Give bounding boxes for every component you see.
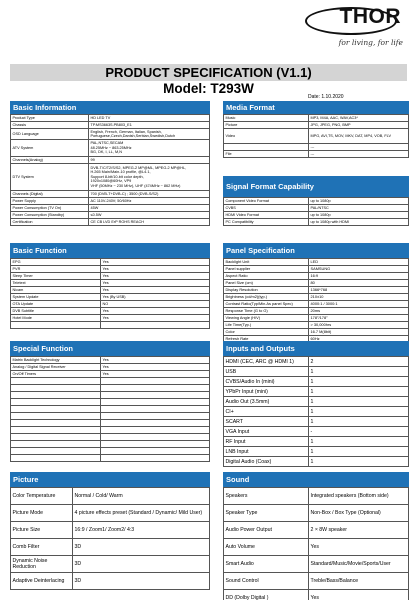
spec-label (11, 441, 101, 448)
spec-value: 1 (309, 397, 409, 407)
section-title: Inputs and Outputs (223, 341, 409, 356)
spec-value: Yes (101, 280, 210, 287)
spec-label: On/Off Timers (11, 371, 101, 378)
spec-label: Backlight Unit (224, 259, 309, 266)
spec-label: Speakers (224, 488, 309, 505)
spec-value: Yes (101, 315, 210, 322)
spec-label: Product Type (11, 115, 89, 122)
spec-label: Comb Filter (11, 539, 73, 556)
spec-label: Life Time(Typ.) (224, 322, 309, 329)
spec-label: Chassis (11, 122, 89, 129)
spec-label: Certification (11, 219, 89, 226)
spec-value (101, 434, 210, 441)
spec-label: DTV System (11, 164, 89, 191)
spec-label: Power Consumption (TV On) (11, 205, 89, 212)
spec-value (101, 441, 210, 448)
spec-row (224, 280, 409, 287)
spec-label: YPbPr Input (mini) (224, 387, 309, 397)
spec-label: Display Resolution (224, 287, 309, 294)
spec-label: Response Time (G to G) (224, 308, 309, 315)
spec-label (11, 420, 101, 427)
thor-logo (299, 5, 407, 53)
spec-value: PAL,NTSC,SECAM 48.25MHz ~ 863.25MHz BG, DK, I, LL, M,N (89, 140, 210, 157)
spec-label: DVB Subtitle (11, 308, 101, 315)
spec-label (11, 427, 101, 434)
logo-tagline: for living, for life (338, 38, 403, 47)
spec-label: EPG (11, 259, 101, 266)
spec-row (11, 522, 210, 539)
spec-label: LNB Input (224, 447, 309, 457)
inputs-outputs-table (223, 356, 409, 467)
spec-value: up to 1080p (309, 198, 409, 205)
spec-row (11, 212, 210, 219)
spec-row (224, 556, 409, 573)
spec-value: 16.7 M(8bit) (309, 329, 409, 336)
spec-value: 16:9 (309, 273, 409, 280)
spec-row (11, 392, 210, 399)
section-title: Signal Format Capability (223, 176, 409, 197)
spec-label: Sleep Timer (11, 273, 101, 280)
spec-row (11, 448, 210, 455)
spec-label: Matrix Backlight Technology (11, 357, 101, 364)
spec-row (11, 164, 210, 191)
spec-value: Yes (101, 287, 210, 294)
spec-row (224, 427, 409, 437)
spec-value (101, 322, 210, 329)
spec-row (224, 144, 409, 151)
spec-label: SCART (224, 417, 309, 427)
spec-label (11, 406, 101, 413)
spec-label: PVR (11, 266, 101, 273)
spec-value: - (309, 427, 409, 437)
spec-value: English, French, German, Italian, Spanish, Portuguese,Czech,Danish,Serbian,Swedish,Dutch (89, 129, 210, 140)
spec-row (11, 399, 210, 406)
spec-label: Picture Mode (11, 505, 73, 522)
spec-value: Normal / Cold/ Warm (73, 488, 210, 505)
spec-value: MP3, M4A, AAC, WAV,AC3* (309, 115, 409, 122)
spec-label: Panel supplier (224, 266, 309, 273)
panel-specification-table (223, 258, 409, 343)
spec-row (224, 407, 409, 417)
spec-row (224, 417, 409, 427)
spec-label: Audio Out (3.5mm) (224, 397, 309, 407)
spec-row (11, 198, 210, 205)
spec-label (11, 322, 101, 329)
spec-value: Yes (101, 266, 210, 273)
spec-label: OSD Language (11, 129, 89, 140)
spec-value (101, 399, 210, 406)
spec-row (11, 115, 210, 122)
logo-brand: THOR (339, 5, 401, 28)
spec-value: 1 (309, 447, 409, 457)
spec-value (101, 413, 210, 420)
spec-row (11, 573, 210, 590)
spec-row (224, 205, 409, 212)
spec-label (11, 378, 101, 385)
spec-value: 4 picture effects preset (Standard / Dynamic/ Mild User) (73, 505, 210, 522)
spec-row (11, 157, 210, 164)
picture-section (10, 472, 210, 590)
spec-label (11, 448, 101, 455)
spec-value: PAL/NTSC (309, 205, 409, 212)
spec-value: ≤0.5W (89, 212, 210, 219)
spec-row (11, 219, 210, 226)
spec-row (224, 259, 409, 266)
spec-row (11, 280, 210, 287)
spec-label (11, 392, 101, 399)
section-title: Panel Specification (223, 243, 409, 258)
spec-label: USB (224, 367, 309, 377)
spec-value: 178°/178° (309, 315, 409, 322)
special-function-section (10, 341, 210, 462)
section-title: Special Function (10, 341, 210, 356)
spec-label: Channels (Digital) (11, 191, 89, 198)
spec-date: Date: 1.10.2020 (308, 94, 344, 100)
spec-value (101, 406, 210, 413)
spec-row (224, 387, 409, 397)
spec-row (224, 266, 409, 273)
spec-label: PC Compatibility (224, 219, 309, 226)
spec-value: 700 (DVB-T+DVB-C) ; 3500 (DVB-S/S2) (89, 191, 210, 198)
spec-row (11, 294, 210, 301)
spec-row (224, 322, 409, 329)
spec-value: LED (309, 259, 409, 266)
media-format-section (223, 101, 409, 158)
spec-value: Yes (101, 371, 210, 378)
spec-row (11, 322, 210, 329)
spec-label: Channels(Analog) (11, 157, 89, 164)
spec-label: Color Temperature (11, 488, 73, 505)
spec-value: NO (101, 301, 210, 308)
spec-value (101, 420, 210, 427)
section-title: Sound (223, 472, 409, 487)
spec-value: 60Hz (309, 336, 409, 343)
spec-row (11, 406, 210, 413)
spec-value: JPG, JPEG, PNG, BMP (309, 122, 409, 129)
spec-row (11, 420, 210, 427)
spec-row (224, 397, 409, 407)
spec-label (11, 413, 101, 420)
spec-label: CVBS (224, 205, 309, 212)
spec-label: Smart Audio (224, 556, 309, 573)
spec-value: 1 (309, 457, 409, 467)
basic-information-table (10, 114, 210, 226)
spec-value: up to 1080p (309, 212, 409, 219)
spec-row (11, 191, 210, 198)
spec-row (11, 357, 210, 364)
spec-row (11, 129, 210, 140)
spec-label: Picture Size (11, 522, 73, 539)
spec-label: Audio Power Output (224, 522, 309, 539)
spec-value: 210±10 (309, 294, 409, 301)
spec-value: 16:9 / Zoom1/ Zoom2/ 4:3 (73, 522, 210, 539)
spec-value (101, 392, 210, 399)
spec-label: Video (224, 129, 309, 144)
spec-label: Digital Audio (Coax) (224, 457, 309, 467)
spec-value: Yes (309, 590, 409, 600)
spec-row (224, 357, 409, 367)
spec-label: CVBS/Audio In (mini) (224, 377, 309, 387)
spec-value: Treble/Bass/Balance (309, 573, 409, 590)
spec-value: Yes (101, 259, 210, 266)
spec-label: ATV System (11, 140, 89, 157)
spec-value: Yes (101, 273, 210, 280)
spec-row (11, 308, 210, 315)
spec-row (224, 315, 409, 322)
spec-value: --- (309, 151, 409, 158)
spec-row (11, 385, 210, 392)
spec-row (224, 329, 409, 336)
spec-row (224, 219, 409, 226)
spec-value: up to 1080p with HDMI (309, 219, 409, 226)
spec-label: OTA Update (11, 301, 101, 308)
spec-value (101, 455, 210, 462)
spec-row (224, 505, 409, 522)
spec-value: 1366*768 (309, 287, 409, 294)
spec-row (11, 539, 210, 556)
basic-function-table (10, 258, 210, 329)
spec-label: File (224, 151, 309, 158)
spec-row (11, 273, 210, 280)
spec-value: Yes (By USB) (101, 294, 210, 301)
spec-value: TP.MS3663S.PB803_E1 (89, 122, 210, 129)
spec-label: Color (224, 329, 309, 336)
spec-row (224, 457, 409, 467)
spec-value: 1 (309, 437, 409, 447)
spec-value: DVB-T/C/T2/S/S2, MPEG-2 MP@ML, MPEG-2 MP@HL, H.265 Main/Main-10 profile, @L4.1, Support 8-bit/10-bit color depth, 1920x1080@60Hz, VP9 VHF (50MHz ~ 230 MHz), UHF (474MHz ~ 862 MHz) (89, 164, 210, 191)
spec-label (11, 455, 101, 462)
spec-label: Contrast Ratio(Typ/Min.As panel Spec) (224, 301, 309, 308)
spec-row (224, 151, 409, 158)
spec-row (11, 259, 210, 266)
spec-label: HDMI (CEC, ARC @ HDMI 1) (224, 357, 309, 367)
spec-label: Aspect Ratio (224, 273, 309, 280)
spec-label: Picture (224, 122, 309, 129)
spec-row (11, 488, 210, 505)
section-title: Basic Information (10, 101, 210, 114)
spec-label: Sound Control (224, 573, 309, 590)
spec-value: 45W (89, 205, 210, 212)
spec-row (11, 266, 210, 273)
spec-row (224, 522, 409, 539)
spec-label: HDMI Video Format (224, 212, 309, 219)
spec-label (224, 144, 309, 151)
spec-value: 2 × 8W speaker (309, 522, 409, 539)
spec-row (224, 437, 409, 447)
spec-label: Adaptive Deinterlacing (11, 573, 73, 590)
spec-value: 1 (309, 407, 409, 417)
spec-label: Analog / Digital Signal Receiver (11, 364, 101, 371)
spec-row (11, 441, 210, 448)
spec-value: 3D (73, 539, 210, 556)
spec-value: 1 (309, 377, 409, 387)
spec-label: VGA Input (224, 427, 309, 437)
spec-value: AC 110V-240V; 50/60Hz (89, 198, 210, 205)
spec-row (224, 539, 409, 556)
spec-value: 2 (309, 357, 409, 367)
spec-value: --- (309, 144, 409, 151)
spec-row (224, 301, 409, 308)
inputs-outputs-section (223, 341, 409, 467)
spec-value: 80 (309, 280, 409, 287)
spec-label: CI+ (224, 407, 309, 417)
spec-label: DD (Dolby Digital ) (224, 590, 309, 600)
spec-label: Teletext (11, 280, 101, 287)
spec-label (11, 385, 101, 392)
spec-value: 20ms (309, 308, 409, 315)
sound-table (223, 487, 409, 600)
spec-row (11, 301, 210, 308)
media-format-table (223, 114, 409, 158)
spec-value: 1 (309, 367, 409, 377)
spec-value: Integrated speakers (Bottom side) (309, 488, 409, 505)
section-title: Basic Function (10, 243, 210, 258)
spec-value: Standard/Music/Movie/Sports/User (309, 556, 409, 573)
spec-row (224, 294, 409, 301)
spec-row (11, 427, 210, 434)
section-title: Picture (10, 472, 210, 487)
basic-function-section (10, 243, 210, 329)
spec-value: CE CB LVD ErP ROHS REACH (89, 219, 210, 226)
spec-value (101, 427, 210, 434)
spec-row (11, 315, 210, 322)
model-title: Model: T293W (163, 81, 254, 96)
spec-row (11, 434, 210, 441)
spec-row (224, 129, 409, 144)
spec-row (224, 273, 409, 280)
sound-section (223, 472, 409, 600)
special-function-table (10, 356, 210, 462)
spec-label: Music (224, 115, 309, 122)
spec-value: 3D (73, 573, 210, 590)
spec-label: System Update (11, 294, 101, 301)
spec-label: Refresh Rate (224, 336, 309, 343)
spec-row (224, 198, 409, 205)
spec-row (224, 287, 409, 294)
spec-value (101, 448, 210, 455)
spec-label: Power Consumption (Standby) (11, 212, 89, 219)
spec-row (11, 287, 210, 294)
spec-label (11, 434, 101, 441)
spec-row (224, 573, 409, 590)
spec-value (101, 385, 210, 392)
spec-value: 4000:1 / 3000:1 (309, 301, 409, 308)
spec-row (11, 505, 210, 522)
spec-row (224, 308, 409, 315)
spec-label (11, 399, 101, 406)
spec-value: 1 (309, 387, 409, 397)
spec-label: Component Video Format (224, 198, 309, 205)
spec-row (11, 556, 210, 573)
spec-label: RF Input (224, 437, 309, 447)
spec-row (11, 364, 210, 371)
spec-row (11, 378, 210, 385)
spec-value: Yes (309, 539, 409, 556)
spec-value: Yes (101, 357, 210, 364)
page-title: PRODUCT SPECIFICATION (V1.1) (10, 64, 407, 81)
spec-row (224, 377, 409, 387)
spec-label: Auto Volume (224, 539, 309, 556)
spec-value: HD LED TV (89, 115, 210, 122)
spec-value: Yes (101, 308, 210, 315)
spec-row (11, 205, 210, 212)
spec-row (224, 447, 409, 457)
spec-label: Panel Size (cm) (224, 280, 309, 287)
spec-value: SAMSUNG (309, 266, 409, 273)
spec-value: 99 (89, 157, 210, 164)
spec-row (11, 455, 210, 462)
spec-row (224, 488, 409, 505)
signal-format-section (223, 176, 409, 226)
section-title: Media Format (223, 101, 409, 114)
spec-value: Yes (101, 364, 210, 371)
spec-label: Hotel Mode (11, 315, 101, 322)
basic-information-section (10, 101, 210, 226)
spec-row (224, 590, 409, 600)
spec-value: 3D (73, 556, 210, 573)
spec-value: MPG, AVI,TS, MOV, MKV, DAT, MP4, VOB, FLV (309, 129, 409, 144)
spec-row (224, 212, 409, 219)
spec-value: 1 (309, 417, 409, 427)
spec-row (11, 140, 210, 157)
spec-label: Power Supply (11, 198, 89, 205)
spec-row (224, 367, 409, 377)
spec-value (101, 378, 210, 385)
spec-row (224, 122, 409, 129)
spec-label: Nicam (11, 287, 101, 294)
panel-specification-section (223, 243, 409, 343)
spec-value: Non-Box / Box Type (Optional) (309, 505, 409, 522)
spec-row (11, 413, 210, 420)
picture-table (10, 487, 210, 590)
signal-format-table (223, 197, 409, 226)
spec-label: Speaker Type (224, 505, 309, 522)
spec-label: Brightness (cd/m2)(typ.) (224, 294, 309, 301)
spec-label: Viewing Angle (H/V) (224, 315, 309, 322)
spec-row (11, 371, 210, 378)
spec-label: Dynamic Noise Reduction (11, 556, 73, 573)
spec-row (11, 122, 210, 129)
spec-value: > 30,000hrs (309, 322, 409, 329)
spec-row (224, 115, 409, 122)
